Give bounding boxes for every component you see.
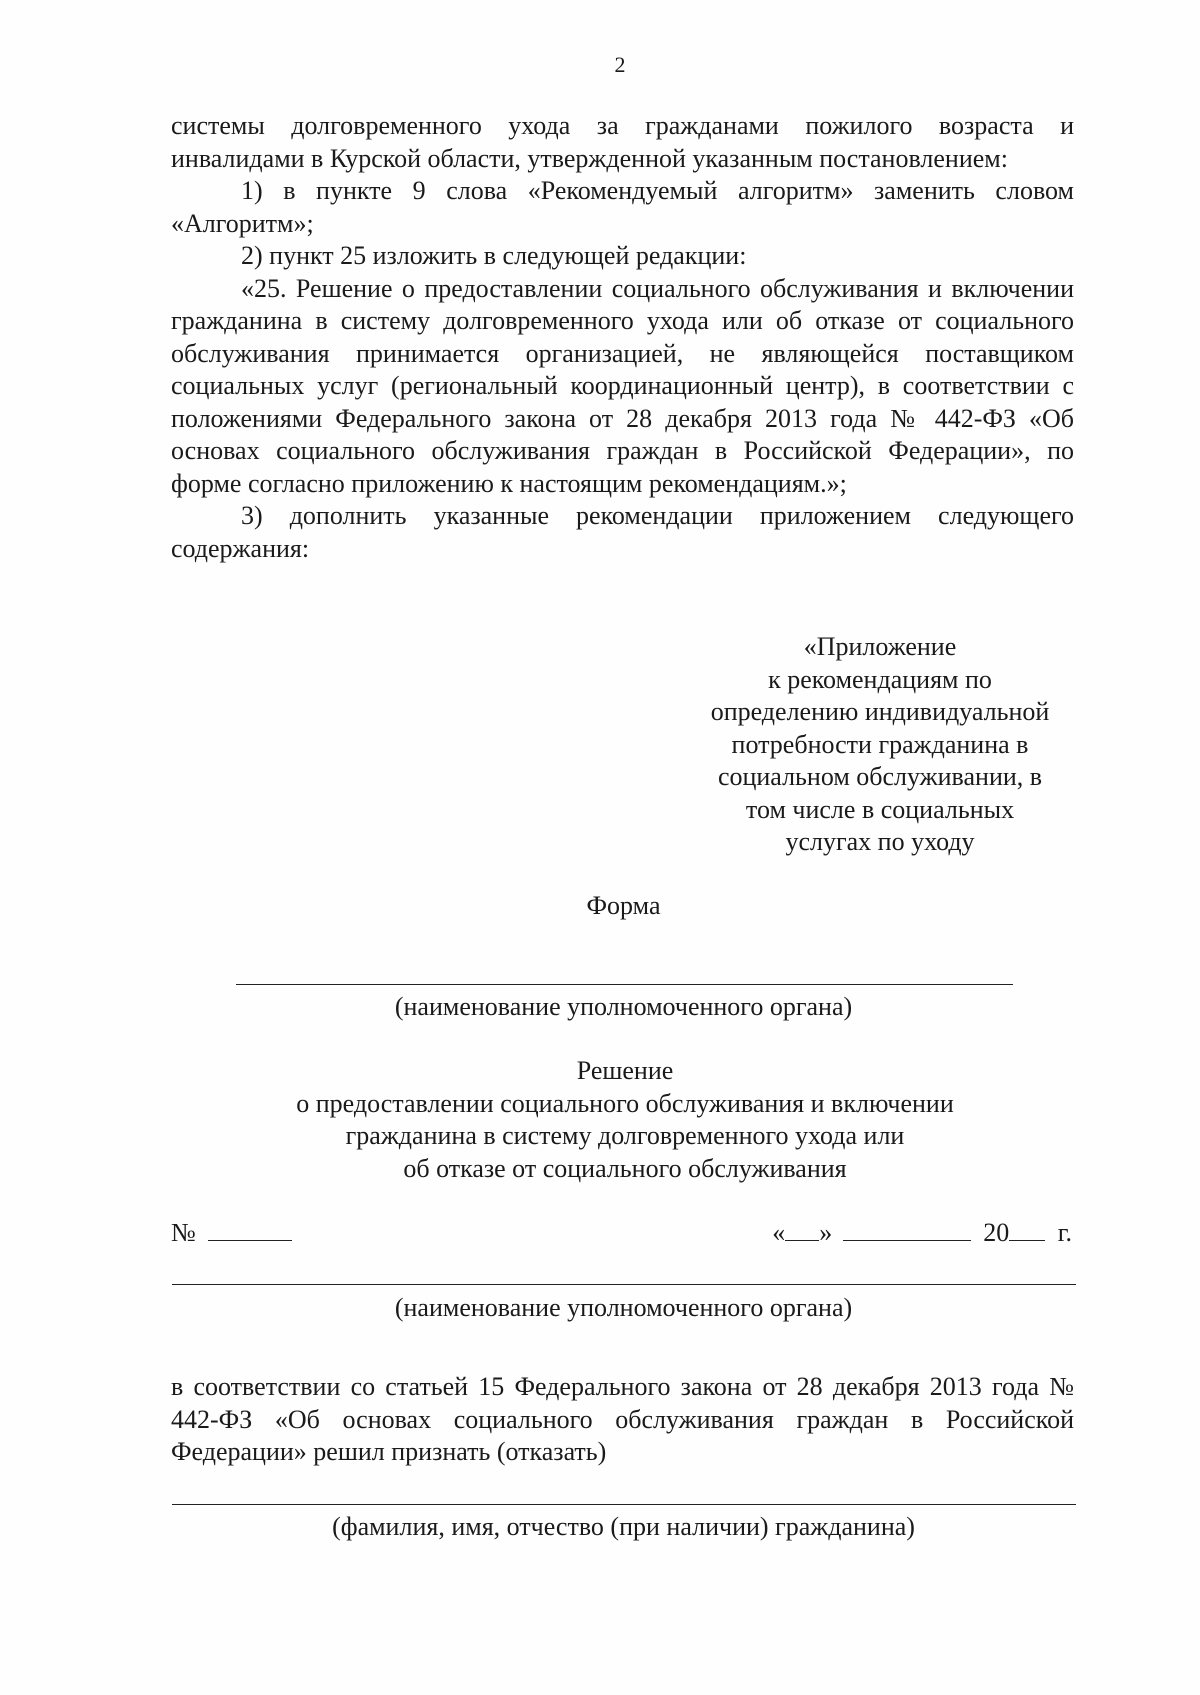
citizen-name-line	[172, 1504, 1076, 1505]
appendix-line: к рекомендациям по	[768, 664, 992, 694]
paragraph-item-2: 2) пункт 25 изложить в следующей редакции:	[241, 241, 747, 270]
decision-statement	[171, 1371, 1074, 1469]
day-blank	[785, 1218, 819, 1241]
authority-name-line-1	[236, 984, 1013, 985]
page-number: 2	[614, 52, 626, 77]
paragraph-item-1: 1) в пункте 9 слова «Рекомендуемый алгоритм» заменить словом «Алгоритм»;	[171, 176, 1074, 238]
decision-number-field	[171, 1218, 292, 1248]
authority-name-line-2	[172, 1284, 1076, 1285]
statement-paragraph: в соответствии со статьей 15 Федерального закона от 28 декабря 2013 года № 442-ФЗ «Об основах социального обслуживания граждан в Российской Федерации» решил признать (отказать)	[171, 1372, 1074, 1466]
paragraph-item-3: 3) дополнить указанные рекомендации приложением следующего содержания:	[171, 501, 1074, 563]
decision-title-line: о предоставлении социального обслуживания и включении	[296, 1088, 954, 1118]
appendix-line: социальном обслуживании, в	[717, 762, 1043, 791]
form-label: Форма	[586, 891, 661, 920]
appendix-line: «Приложение	[803, 632, 957, 661]
paragraph-item-25: «25. Решение о предоставлении социального обслуживания и включении гражданина в систему долговременного ухода или об отказе от социального обслуживания принимается организацией, не являющейся поставщиком социальных услуг (региональный координационный центр), в соответствии с положениями Федерального закона от 28 декабря 2013 года № 442-ФЗ «Об основах социального обслуживания граждан в Российской Федерации», по форме согласно приложению к настоящим рекомендациям.»;	[171, 273, 1074, 498]
decision-title	[200, 1055, 1050, 1185]
date-open-quote: «	[772, 1218, 786, 1247]
number-blank	[208, 1218, 292, 1241]
date-close-quote: »	[819, 1218, 833, 1247]
authority-caption-2: (наименование уполномоченного органа)	[394, 1293, 853, 1322]
paragraph-system-care: системы долговременного ухода за гражданами пожилого возраста и инвалидами в Курской области, утвержденной указанным постановлением:	[171, 111, 1074, 173]
decision-title-line: об отказе от социального обслуживания	[403, 1153, 847, 1183]
citizen-caption: (фамилия, имя, отчество (при наличии) гражданина)	[332, 1512, 915, 1541]
appendix-line: услугах по уходу	[785, 827, 975, 856]
body-text	[171, 110, 1074, 565]
decision-title-line: гражданина в систему долговременного ухода или	[345, 1121, 905, 1150]
month-blank	[843, 1218, 971, 1241]
year-suffix: г.	[1057, 1218, 1072, 1247]
appendix-line: потребности гражданина в	[731, 729, 1029, 759]
appendix-heading	[690, 631, 1070, 859]
year-blank	[1009, 1218, 1045, 1241]
decision-title-line: Решение	[576, 1056, 674, 1085]
year-prefix: 20	[983, 1218, 1010, 1247]
appendix-line: том числе в социальных	[745, 794, 1015, 824]
appendix-line: определению индивидуальной	[710, 697, 1050, 726]
decision-date-field	[772, 1218, 1072, 1248]
authority-caption-1: (наименование уполномоченного органа)	[394, 992, 853, 1021]
number-sign: №	[171, 1218, 196, 1247]
